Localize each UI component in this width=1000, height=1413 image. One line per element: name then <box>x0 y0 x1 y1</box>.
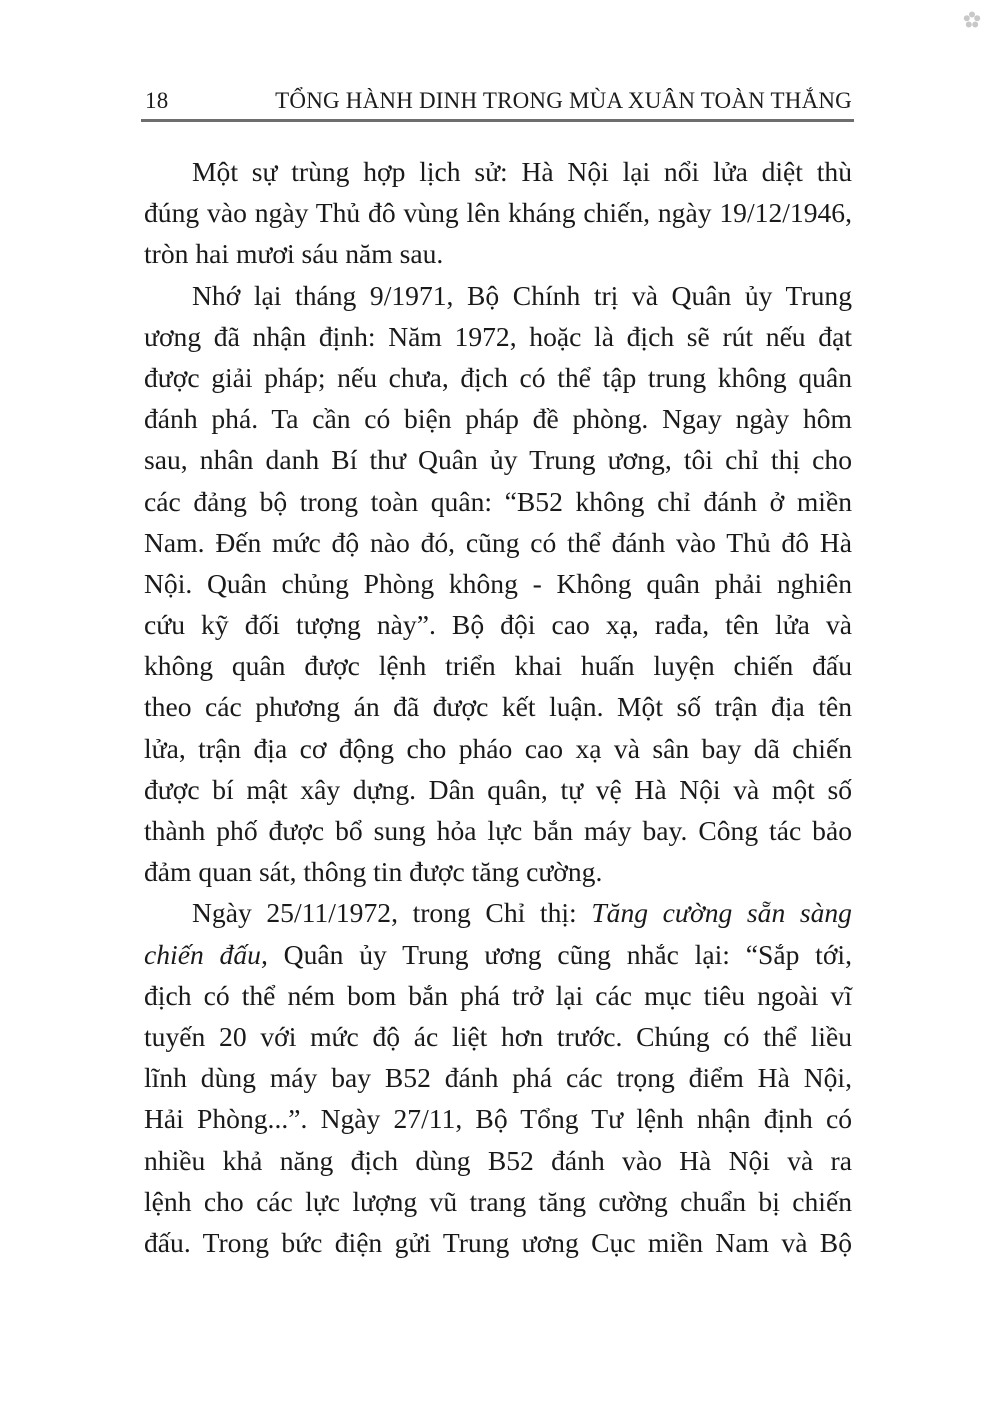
text-line: Nội. Quân chủng Phòng không - Không quân phải nghiên <box>144 567 852 599</box>
text-line: thành phố được bổ sung hỏa lực bắn máy bay. Công tác bảo <box>144 815 852 846</box>
book-title: TỔNG HÀNH DINH TRONG MÙA XUÂN TOÀN THẮNG <box>275 88 852 113</box>
body-text <box>144 151 852 1263</box>
text-line: đúng vào ngày Thủ đô vùng lên kháng chiến, ngày 19/12/1946, <box>144 197 852 229</box>
paragraph <box>144 892 852 1263</box>
directive-title-italic: chiến đấu, <box>144 938 268 970</box>
text-run: Ngày 25/11/1972, trong Chỉ thị: <box>192 897 592 929</box>
text-line: Một sự trùng hợp lịch sử: Hà Nội lại nổi lửa diệt thù <box>192 156 852 187</box>
flower-ornament-icon <box>962 10 982 30</box>
text-line: không quân được lệnh triển khai huấn luyện chiến đấu <box>144 650 852 682</box>
text-line: Nam. Đến mức độ nào đó, cũng có thể đánh vào Thủ đô Hà <box>144 526 852 558</box>
text-line: được bí mật xây dựng. Dân quân, tự vệ Hà Nội và một số <box>144 773 852 805</box>
text-line <box>144 892 852 933</box>
text-line: Nhớ lại tháng 9/1971, Bộ Chính trị và Quân ủy Trung <box>192 279 852 311</box>
page-number: 18 <box>145 88 169 113</box>
paragraph <box>144 151 852 275</box>
directive-title-italic: Tăng cường sẵn sàng <box>591 897 852 929</box>
paragraph <box>144 275 852 893</box>
text-line: theo các phương án đã được kết luận. Một số trận địa tên <box>144 691 852 723</box>
text-line: ương đã nhận định: Năm 1972, hoặc là địch sẽ rút nếu đạt <box>144 320 852 352</box>
text-line: tuyến 20 với mức độ ác liệt hơn trước. Chúng có thể liều <box>144 1020 852 1052</box>
header-divider <box>141 119 854 122</box>
text-line: Hải Phòng...”. Ngày 27/11, Bộ Tổng Tư lệnh nhận định có <box>144 1103 852 1135</box>
text-line: sau, nhân danh Bí thư Quân ủy Trung ương, tôi chỉ thị cho <box>144 444 852 476</box>
text-line: được giải pháp; nếu chưa, địch có thể tập trung không quân <box>144 361 852 393</box>
text-line: nhiều khả năng địch dùng B52 đánh vào Hà Nội và ra <box>144 1144 852 1176</box>
text-line: lệnh cho các lực lượng vũ trang tăng cường chuẩn bị chiến <box>144 1185 852 1217</box>
text-line <box>144 934 852 975</box>
text-line: đánh phá. Ta cần có biện pháp đề phòng. Ngay ngày hôm <box>144 403 852 435</box>
text-line: các đảng bộ trong toàn quân: “B52 không chỉ đánh ở miền <box>144 485 852 517</box>
text-line: đấu. Trong bức điện gửi Trung ương Cục miền Nam và Bộ <box>144 1226 852 1258</box>
text-line: lĩnh dùng máy bay B52 đánh phá các trọng điểm Hà Nội, <box>144 1062 852 1094</box>
text-run: Quân ủy Trung ương cũng nhắc lại: “Sắp tới, <box>267 938 852 970</box>
text-line: địch có thể ném bom bắn phá trở lại các mục tiêu ngoài vĩ <box>144 979 852 1011</box>
text-line: lửa, trận địa cơ động cho pháo cao xạ và sân bay dã chiến <box>144 732 852 764</box>
text-line: đảm quan sát, thông tin được tăng cường. <box>144 856 603 888</box>
text-line: tròn hai mươi sáu năm sau. <box>144 238 444 270</box>
running-head <box>143 86 854 116</box>
text-line: cứu kỹ đối tượng này”. Bộ đội cao xạ, rađa, tên lửa và <box>144 609 852 641</box>
